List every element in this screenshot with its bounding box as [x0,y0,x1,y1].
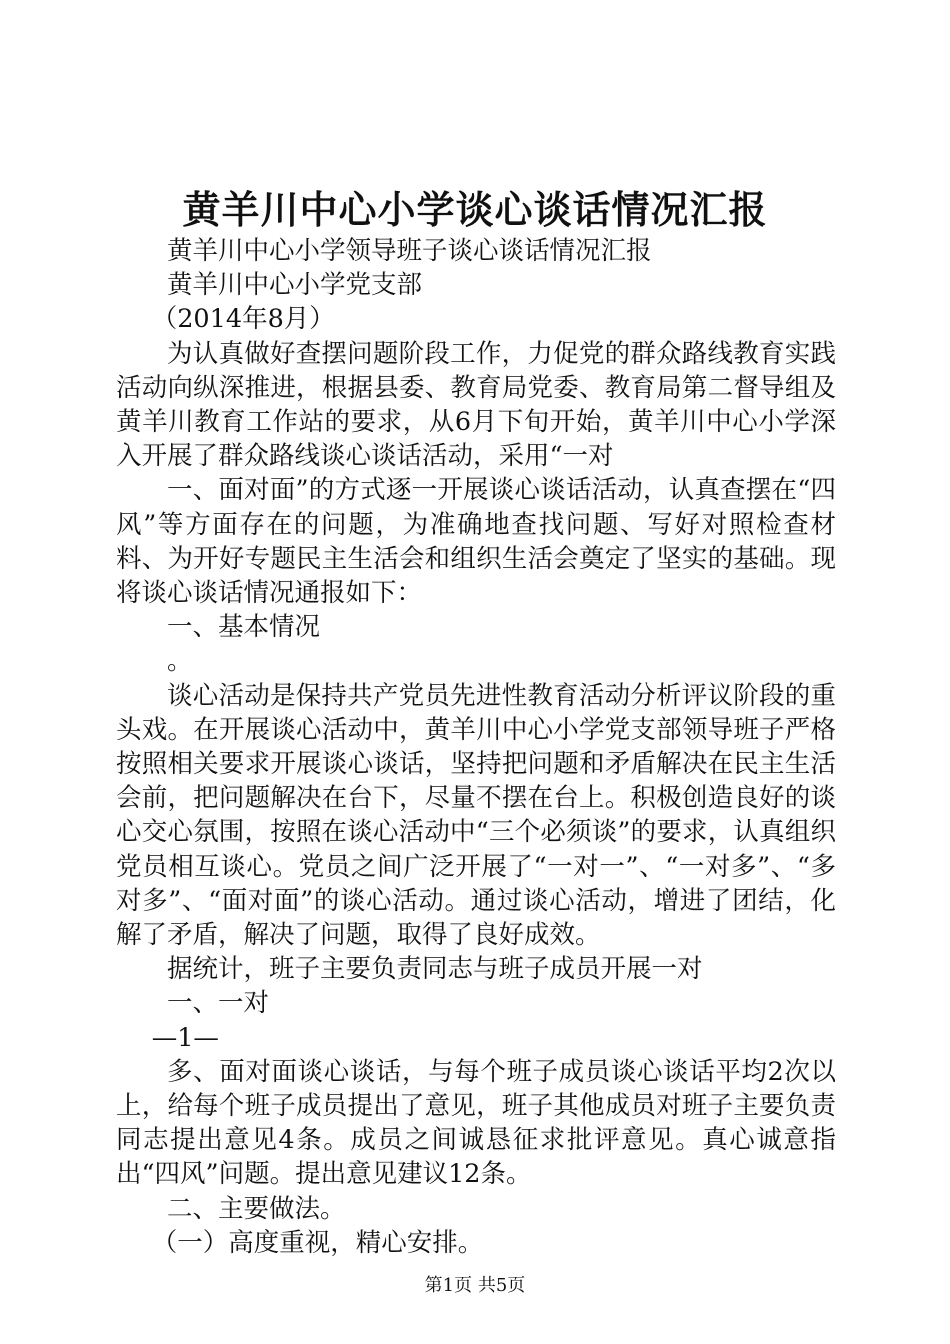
paragraph: 谈心活动是保持共产党员先进性教育活动分析评议阶段的重头戏。在开展谈心活动中，黄羊川中心小学党支部领导班子严格按照相关要求开展谈心谈话，坚持把问题和矛盾解决在民主生活会前，把问题解决在台下，尽量不摆在台上。积极创造良好的谈心交心氛围，按照在谈心活动中“三个必须谈”的要求，认真组织党员相互谈心。党员之间广泛开展了“一对一”、“一对多”、“多对多”、“面对面”的谈心活动。通过谈心活动，增进了团结，化解了矛盾，解决了问题，取得了良好成效。 [116,680,836,951]
document-body [116,234,836,1260]
date-line: （2014年8月） [151,304,335,335]
document-title: 黄羊川中心小学谈心谈话情况汇报 [182,187,768,232]
section-heading: 二、主要做法。 [167,1193,346,1224]
paragraph: 为认真做好查摆问题阶段工作，力促党的群众路线教育实践活动向纵深推进，根据县委、教育局党委、教育局第二督导组及黄羊川教育工作站的要求，从6月下旬开始，黄羊川中心小学深入开展了群众路线谈心谈话活动，采用“一对 [116,338,836,472]
paragraph: 多、面对面谈心谈话，与每个班子成员谈心谈话平均2次以上，给每个班子成员提出了意见，班子其他成员对班子主要负责同志提出意见4条。成员之间诚恳征求批评意见。真心诚意指出“四风”问题。提出意见建议12条。 [116,1056,836,1190]
page-footer: 第1页 共5页 [424,1275,526,1296]
section-heading: 一、基本情况 [167,612,321,643]
paragraph: 一、面对面”的方式逐一开展谈心谈话活动，认真查摆在“四风”等方面存在的问题，为准确地查找问题、写好对照检查材料、为开好专题民主生活会和组织生活会奠定了坚实的基础。现将谈心谈话情况通报如下： [116,475,836,609]
paragraph: 据统计，班子主要负责同志与班子成员开展一对 [167,954,703,985]
author-line: 黄羊川中心小学党支部 [167,270,423,301]
inline-page-marker: —1— [151,1022,219,1053]
paragraph: 。 [167,646,193,677]
subsection-heading: （一）高度重视，精心安排。 [151,1227,484,1258]
paragraph: 一、一对 [167,988,270,1019]
subtitle: 黄羊川中心小学领导班子谈心谈话情况汇报 [167,236,652,266]
